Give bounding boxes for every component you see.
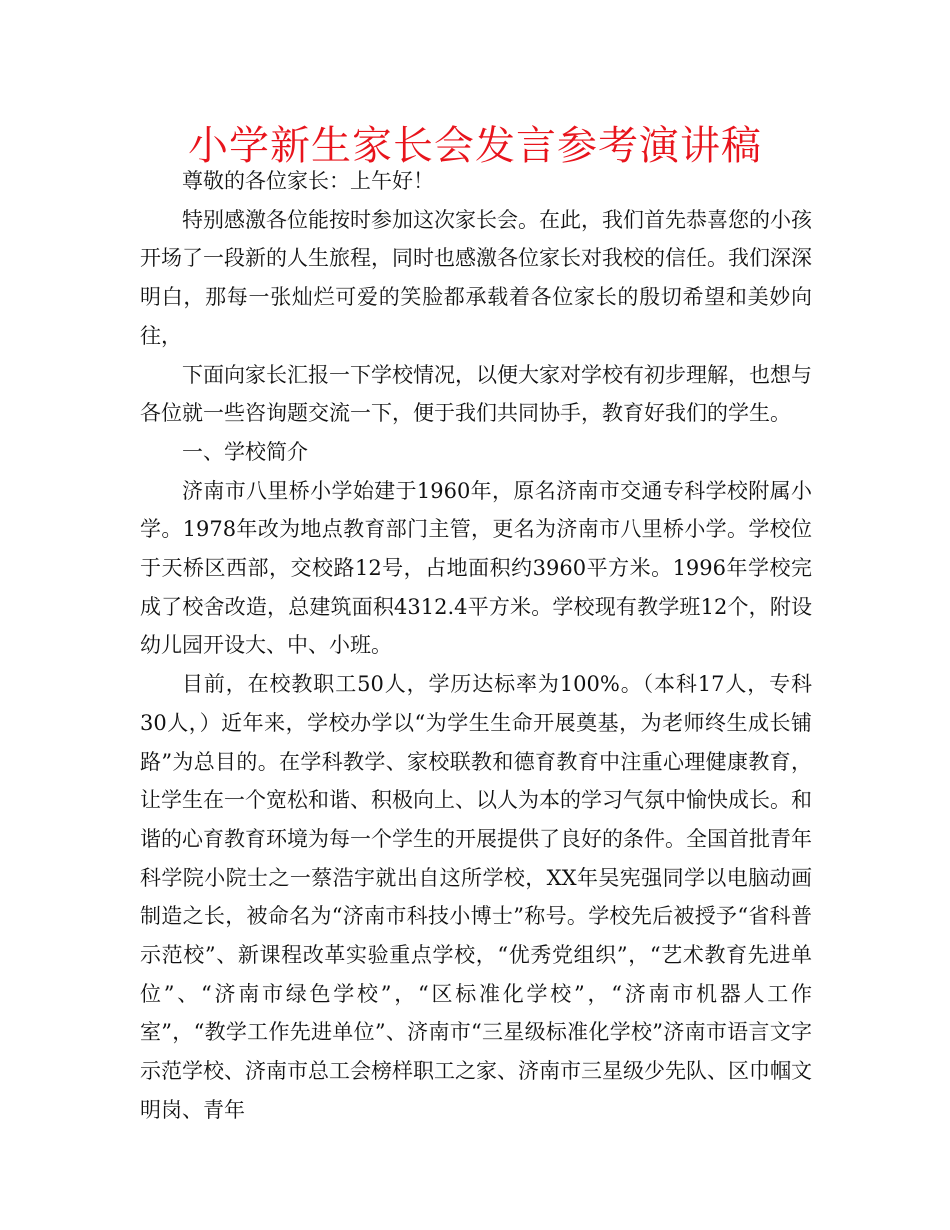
paragraph-thanks: 特别感激各位能按时参加这次家长会。在此，我们首先恭喜您的小孩开场了一段新的人生旅程，同时也感激各位家长对我校的信任。我们深深明白，那每一张灿烂可爱的笑脸都承载着各位家长的殷切希望和美妙向往， — [140, 207, 812, 348]
paragraph-staff-and-honors: 目前，在校教职工50人，学历达标率为100%。（本科17人，专科30人，）近年来，学校办学以“为学生生命开展奠基，为老师终生成长铺路”为总目的。在学科教学、家校联教和德育教育中注重心理健康教育，让学生在一个宽松和谐、积极向上、以人为本的学习气氛中愉快成长。和谐的心育教育环境为每一个学生的开展提供了良好的条件。全国首批青年科学院小院士之一蔡浩宇就出自这所学校，XX年吴宪强同学以电脑动画制造之长，被命名为“济南市科技小博士”称号。学校先后被授予“省科普示范校”、新课程改革实验重点学校，“优秀党组织”，“艺术教育先进单位”、“济南市绿色学校”，“区标准化学校”，“济南市机器人工作室”，“教学工作先进单位”、济南市“三星级标准化学校”济南市语言文字示范学校、济南市总工会榜样职工之家、济南市三星级少先队、区巾帼文明岗、青年 — [140, 672, 812, 1122]
section-heading-school-intro: 一、学校简介 — [182, 439, 308, 464]
paragraph-greeting: 尊敬的各位家长：上午好！ — [182, 169, 434, 193]
paragraph-school-history: 济南市八里桥小学始建于1960年，原名济南市交通专科学校附属小学。1978年改为地点教育部门主管，更名为济南市八里桥小学。学校位于天桥区西部，交校路12号，占地面积约3960平方米。1996年学校完成了校舍改造，总建筑面积4312.4平方米。学校现有教学班12个，附设幼儿园开设大、中、小班。 — [140, 478, 812, 658]
paragraph-report-intro: 下面向家长汇报一下学校情况，以便大家对学校有初步理解，也想与各位就一些咨询题交流一下，便于我们共同协手，教育好我们的学生。 — [140, 362, 812, 426]
document-body — [140, 162, 812, 1130]
document-title: 小学新生家长会发言参考演讲稿 — [188, 123, 762, 169]
